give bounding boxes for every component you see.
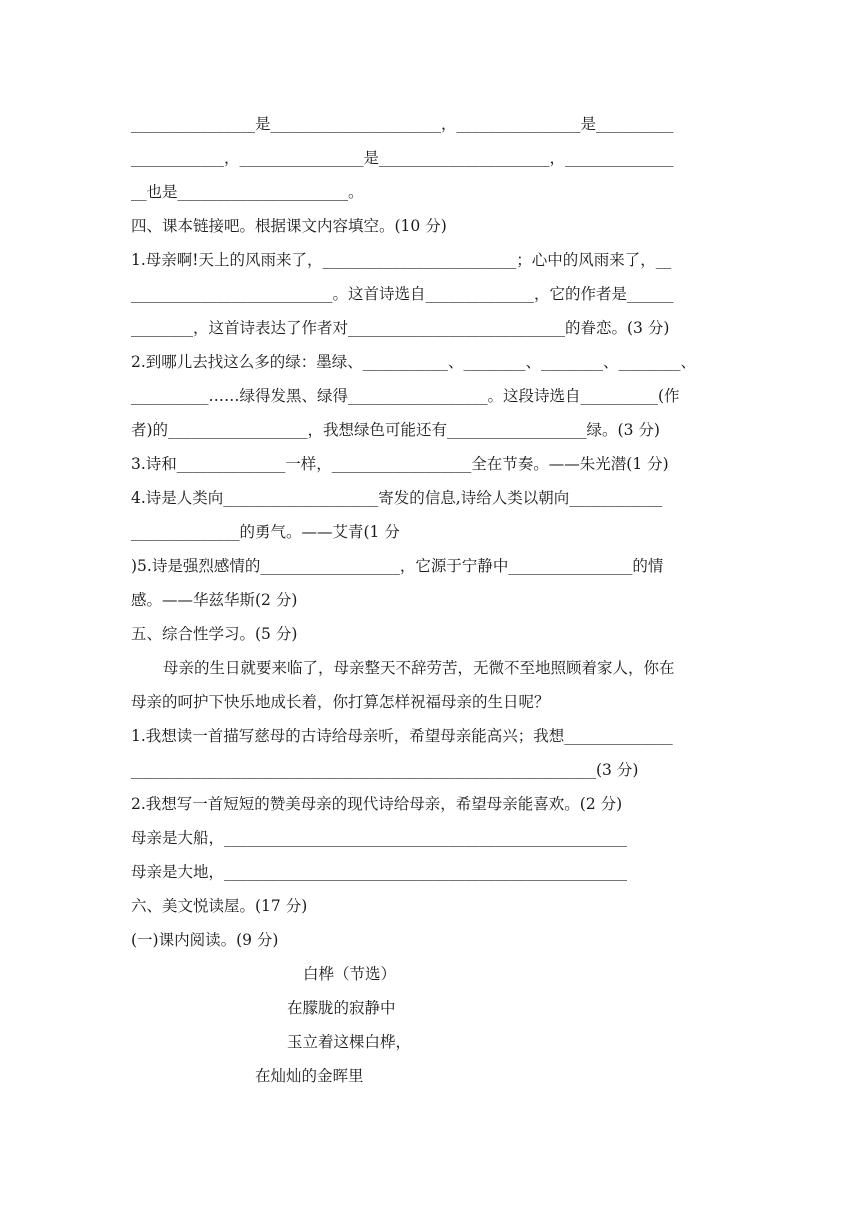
question-1: 1.我想读一首描写慈母的古诗给母亲听，希望母亲能高兴；我想______________ xyxy=(131,727,673,745)
question-2: 2.我想写一首短短的赞美母亲的现代诗给母亲，希望母亲能喜欢。(2 分) xyxy=(131,795,623,813)
section-heading-6: 六、美文悦读屋。(17 分) xyxy=(131,897,308,915)
section-heading-5: 五、综合性学习。(5 分) xyxy=(131,625,298,643)
text-line: 者)的__________________，我想绿色可能还有__________________绿。(3 分) xyxy=(131,421,660,439)
answer-line: 母亲是大船，____________________________________________________ xyxy=(131,829,628,847)
poem-line: 玉立着这棵白桦， xyxy=(287,1033,412,1051)
text-line: __________________________。这首诗选自______________，它的作者是______ xyxy=(131,285,674,303)
text-line: ____________，________________是______________________，______________ xyxy=(131,149,674,167)
text-line: ________，这首诗表达了作者对____________________________的眷恋。(3 分) xyxy=(131,319,670,337)
answer-line: 母亲是大地，____________________________________________________ xyxy=(131,863,628,881)
paragraph-line: 母亲的呵护下快乐地成长着，你打算怎样祝福母亲的生日呢？ xyxy=(131,693,550,711)
question-2: 2.到哪儿去找这么多的绿：墨绿、___________、________、________、________、 xyxy=(131,353,697,371)
question-1: 1.母亲啊!天上的风雨来了，_________________________；心中的风雨来了，__ xyxy=(131,251,672,269)
question-4: 4.诗是人类向____________________寄发的信息,诗给人类以朝向____________ xyxy=(131,489,663,507)
paragraph-line: 母亲的生日就要来临了，母亲整天不辞劳苦，无微不至地照顾着家人，你在 xyxy=(163,659,675,677)
poem-title: 白桦（节选） xyxy=(303,965,397,983)
text-line: ________________是______________________，________________是__________ xyxy=(131,115,674,133)
question-5: )5.诗是强烈感情的__________________，它源于宁静中________________的情 xyxy=(131,557,664,575)
text-line: ____________________________________________________________(3 分) xyxy=(131,761,639,779)
text-line: __________……绿得发黑、绿得__________________。这段诗选自__________(作 xyxy=(131,387,680,405)
text-line: 感。——华兹华斯(2 分) xyxy=(131,591,298,609)
poem-line: 在朦胧的寂静中 xyxy=(287,999,396,1017)
section-heading-4: 四、课本链接吧。根据课文内容填空。(10 分) xyxy=(131,217,447,235)
text-line: __也是______________________。 xyxy=(131,183,364,201)
poem-line: 在灿灿的金晖里 xyxy=(255,1067,364,1085)
subsection-heading: (一)课内阅读。(9 分) xyxy=(131,931,279,949)
text-line: ______________的勇气。——艾青(1 分 xyxy=(131,523,400,541)
question-3: 3.诗和______________一样，__________________全在节奏。——朱光潜(1 分) xyxy=(131,455,669,473)
